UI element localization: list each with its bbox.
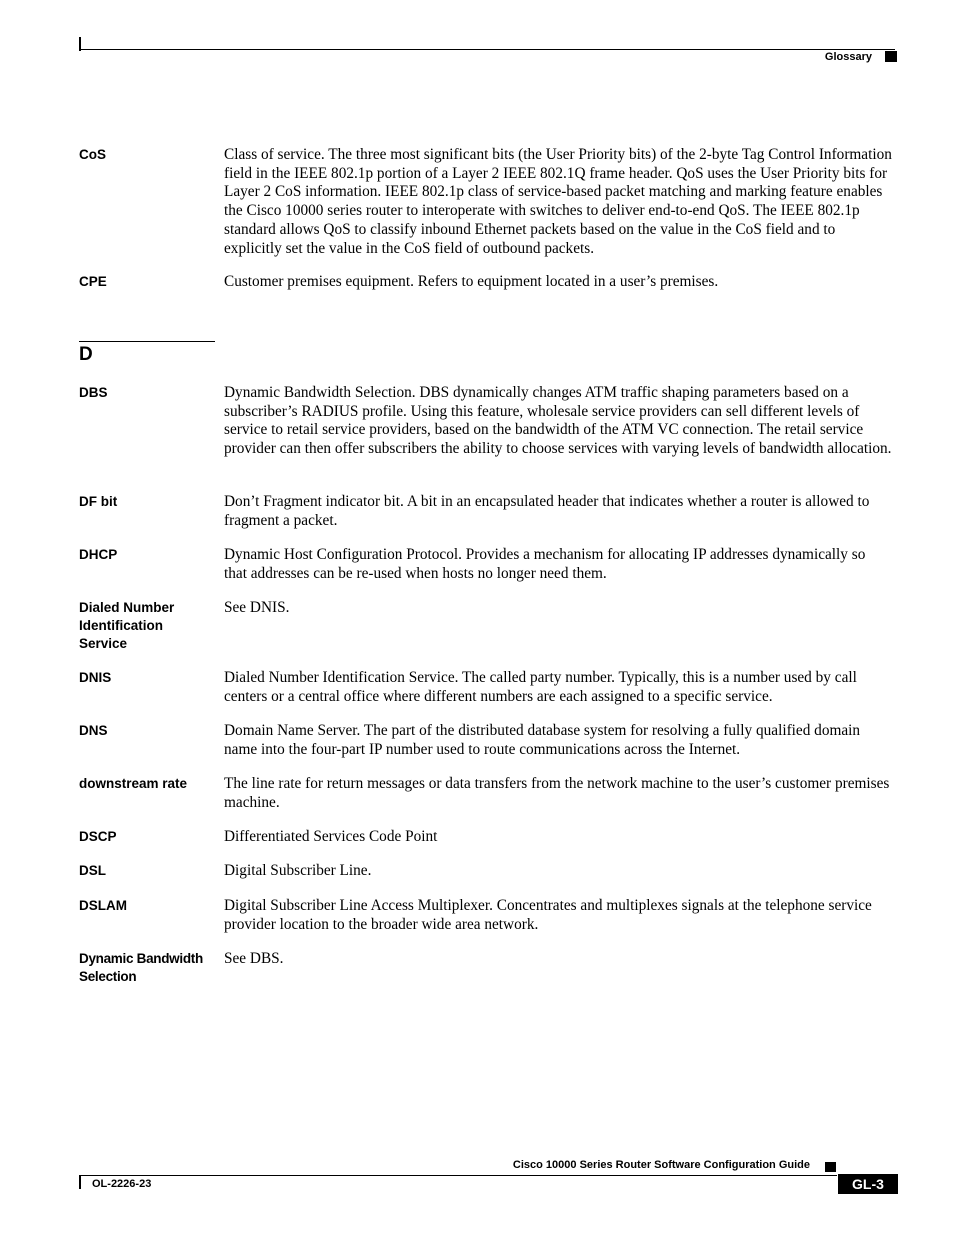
section-divider <box>79 341 215 342</box>
glossary-definition: Differentiated Services Code Point <box>224 828 438 845</box>
glossary-definition: See DBS. <box>224 950 284 967</box>
glossary-definition: Don’t Fragment indicator bit. A bit in an encapsulated header that indicates whether a router is allowed to fragment a packet. <box>224 493 870 529</box>
glossary-term: downstream rate <box>79 776 188 791</box>
glossary-definition: Dynamic Host Configuration Protocol. Provides a mechanism for allocating IP addresses dynamically so that addresses can be re-used when hosts no longer need them. <box>224 546 866 582</box>
glossary-definition: Digital Subscriber Line. <box>224 862 372 879</box>
glossary-term: CoS <box>79 147 106 162</box>
glossary-term: CPE <box>79 274 107 289</box>
footer-page-number: GL-3 <box>838 1174 898 1194</box>
glossary-term: Dynamic Bandwidth Selection <box>79 951 203 984</box>
glossary-term: DSLAM <box>79 898 127 913</box>
glossary-term: DNIS <box>79 670 112 685</box>
glossary-term: DNS <box>79 723 108 738</box>
glossary-definition: The line rate for return messages or data transfers from the network machine to the user’s customer premises machine. <box>224 775 890 811</box>
header-rule <box>79 49 895 50</box>
glossary-term: DSCP <box>79 829 117 844</box>
glossary-definition: Domain Name Server. The part of the distributed database system for resolving a fully qualified domain name into the four-part IP number used to route communications across the Internet. <box>224 722 861 758</box>
header-section-title: Glossary <box>824 51 872 63</box>
footer-corner-mark <box>79 1175 81 1189</box>
footer-rule <box>79 1175 837 1176</box>
glossary-definition: See DNIS. <box>224 599 290 616</box>
glossary-definition: Dynamic Bandwidth Selection. DBS dynamically changes ATM traffic shaping parameters based on a subscriber’s RADIUS profile. Using this feature, wholesale service providers can sell different levels of service to retail service providers, based on the bandwidth of the ATM VC connection. The retail service provider can then offer subscribers the ability to choose services with varying levels of bandwidth allocation. <box>224 384 892 458</box>
glossary-term: DF bit <box>79 494 118 509</box>
header-block-mark <box>885 51 897 62</box>
glossary-term: Dialed Number Identification Service <box>79 600 175 651</box>
glossary-term: DSL <box>79 863 106 878</box>
glossary-definition: Customer premises equipment. Refers to equipment located in a user’s premises. <box>224 273 719 290</box>
footer-doc-number: OL-2226-23 <box>92 1178 152 1190</box>
glossary-definition: Digital Subscriber Line Access Multiplexer. Concentrates and multiplexes signals at the telephone service provider location to the broader wide area network. <box>224 897 872 933</box>
section-letter: D <box>79 344 93 365</box>
glossary-definition: Dialed Number Identification Service. The called party number. Typically, this is a number used by call centers or a central office where different numbers are each assigned to a specific service. <box>224 669 857 705</box>
footer-block-mark <box>825 1162 836 1172</box>
glossary-term: DHCP <box>79 547 118 562</box>
glossary-term: DBS <box>79 385 108 400</box>
glossary-definition: Class of service. The three most significant bits (the User Priority bits) of the 2-byte Tag Control Information field in the IEEE 802.1p portion of a Layer 2 IEEE 802.1Q frame header. QoS uses the User Priority bits for Layer 2 CoS information. IEEE 802.1p class of service-based packet matching and marking feature enables the Cisco 10000 series router to interoperate with switches to deliver end-to-end QoS. The IEEE 802.1p standard allows QoS to classify inbound Ethernet packets based on the value in the CoS field and to explicitly set the value in the CoS field of outbound packets. <box>224 146 892 257</box>
footer-guide-title: Cisco 10000 Series Router Software Configuration Guide <box>512 1159 810 1171</box>
